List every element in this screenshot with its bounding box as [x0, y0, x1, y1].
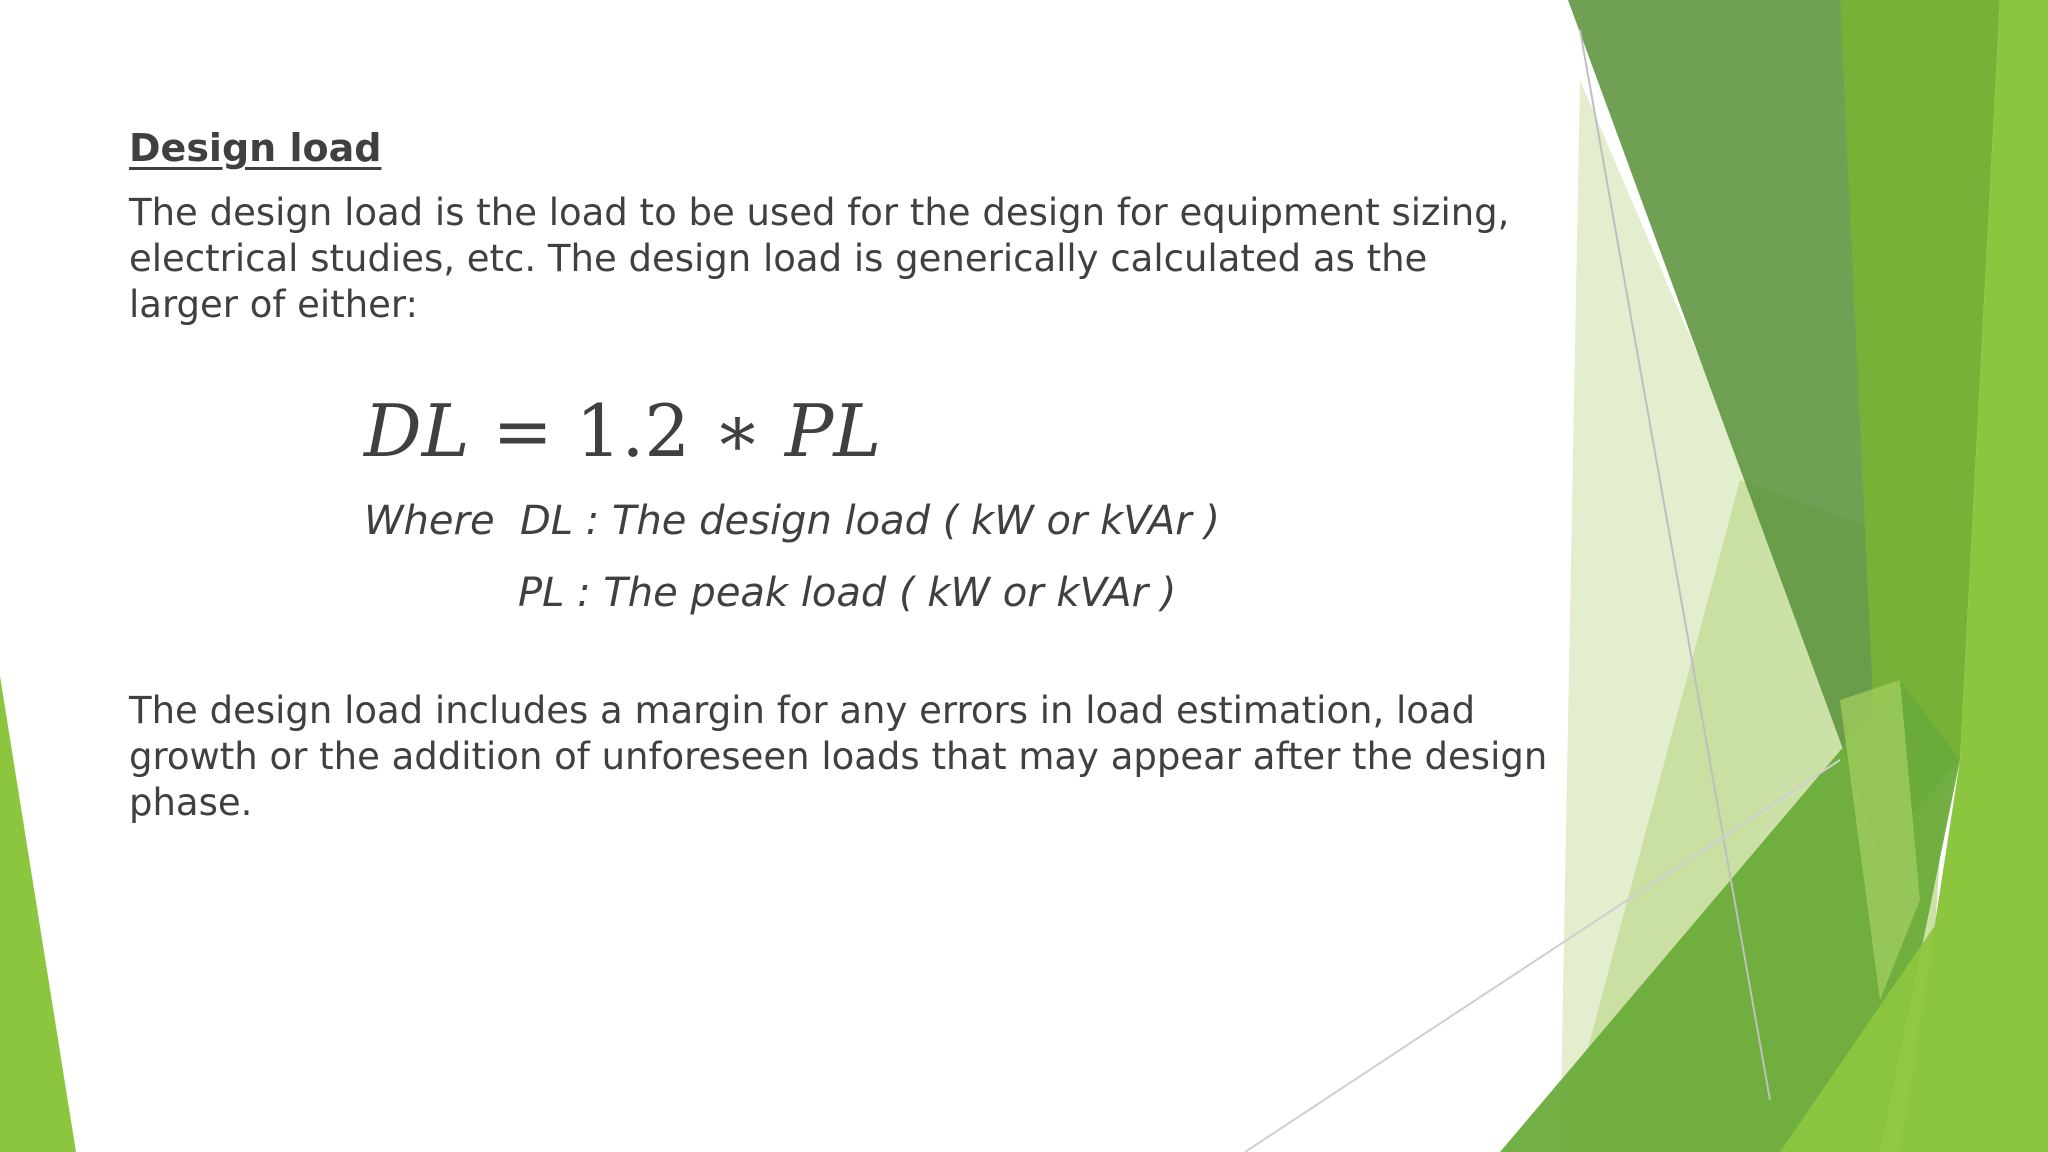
closing-paragraph: The design load includes a margin for any errors in load estimation, load growth or the addition of unforeseen loads that may appear after the design phase. — [129, 689, 1548, 824]
formula-factor: 1.2 — [575, 389, 691, 473]
formula-equals: = — [492, 389, 553, 473]
slide-heading: Design load — [129, 126, 382, 170]
formula-operator: ∗ — [713, 389, 762, 473]
formula-lhs: DL — [364, 389, 470, 473]
formula-rhs: PL — [784, 389, 882, 473]
where-pl-line: PL : The peak load ( kW or kVAr ) — [518, 570, 1177, 616]
content-block — [129, 124, 1529, 328]
where-dl-line: Where DL : The design load ( kW or kVAr ) — [364, 498, 1221, 544]
left-green-sliver — [0, 676, 76, 1152]
intro-paragraph: The design load is the load to be used for the design for equipment sizing, electrical studies, etc. The design load is generically calculated as the larger of either: — [129, 191, 1510, 326]
design-load-formula — [364, 386, 881, 476]
